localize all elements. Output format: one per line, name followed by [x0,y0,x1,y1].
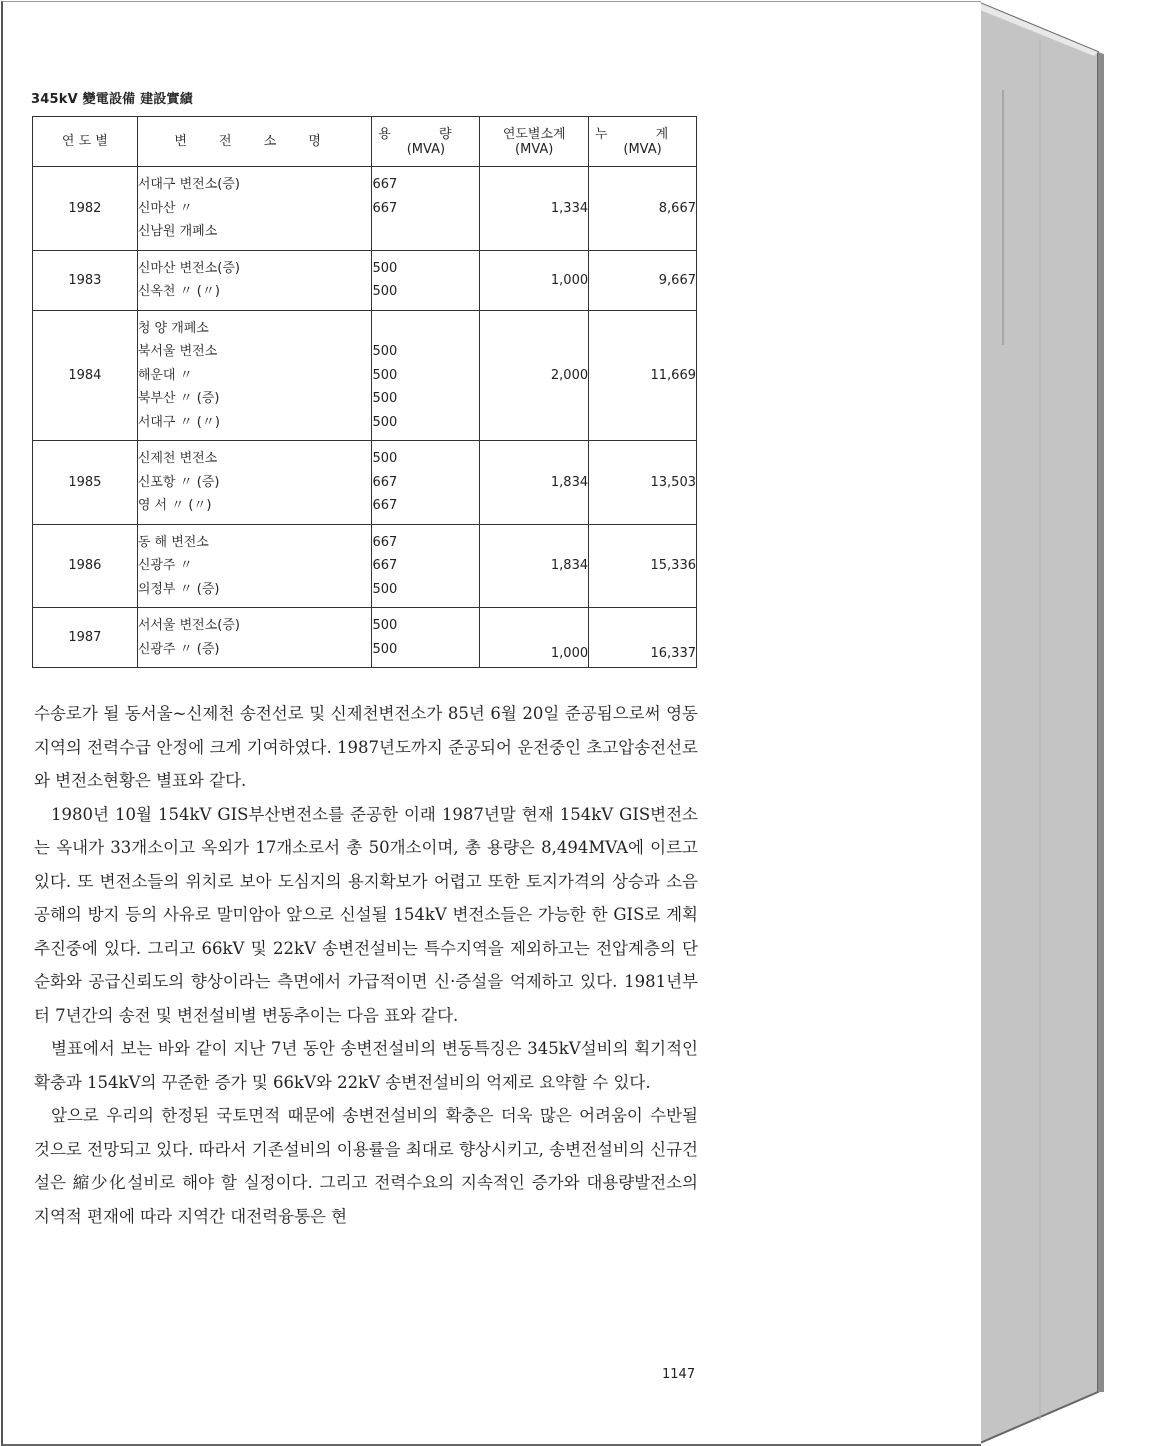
substation-name: 신마산 변전소(증) [137,260,240,276]
substation-name: 신남원 개폐소 [137,224,218,239]
header-capacity: 용 량 (MVA) [372,117,480,167]
cumulative-cell: 16,337 [589,608,697,668]
year-cell: 1986 [33,524,138,608]
page-number: 1147 [662,1367,696,1382]
capacity-value: 667 [372,558,398,573]
capacity-value: 500 [372,284,398,299]
substation-cell [137,310,372,441]
table-body [33,167,697,668]
subtotal-cell: 1,334 [480,167,589,251]
capacity-value: 500 [372,618,398,633]
capacity-value: 500 [372,641,398,657]
capacity-cell [372,310,480,441]
header-year: 연 도 별 [33,117,138,167]
substation-name: 북부산 〃 (증) [137,391,220,406]
substation-name: 해운대 〃 [137,367,193,383]
header-substation: 변 전 소 명 [137,117,372,167]
substation-name: 의정부 〃 (증) [137,581,220,597]
subtotal-cell: 2,000 [480,310,589,441]
cumulative-cell: 13,503 [589,441,697,525]
substation-name: 서서울 변전소(증) [137,618,240,633]
table-title: 345kV 變電設備 建設實績 [31,92,193,107]
table-row [33,167,697,251]
header-cumulative: 누 계 (MVA) [589,117,697,167]
cumulative-cell: 9,667 [589,250,697,310]
capacity-value: 500 [372,344,398,359]
substation-name: 신마산 〃 [137,200,193,216]
capacity-cell [372,167,480,251]
substation-name: 서대구 변전소(증) [137,177,240,192]
capacity-value: 667 [372,177,398,192]
substation-name: 신광주 〃 [137,558,193,573]
paragraph: 앞으로 우리의 한정된 국토면적 때문에 송변전설비의 확충은 더욱 많은 어려움이 수반될 것으로 전망되고 있다. 따라서 기존설비의 이용률을 최대로 향상시키고, 송변전설비의 신규건설은 縮少化설비로 해야 할 실정이다. 그리고 전력수요의 지속적인 증가와 대용량발전소의 지역적 편재에 따라 지역간 대전력융통은 현 [34,1106,698,1226]
substation-name: 청 양 개폐소 [137,320,209,336]
capacity-value: 667 [372,200,398,216]
subtotal-cell: 1,834 [480,524,589,608]
table-row [33,250,697,310]
substation-cell [137,167,372,251]
capacity-table [32,116,697,668]
capacity-value: 667 [372,474,398,490]
cumulative-cell: 15,336 [589,524,697,608]
substation-cell [137,250,372,310]
table-row [33,441,697,525]
paragraph: 1980년 10월 154kV GIS부산변전소를 준공한 이래 1987년말 현재 154kV GIS변전소는 옥내가 33개소이고 옥외가 17개소로서 총 50개소이며, 총 용량은 8,494MVA에 이르고 있다. 또 변전소들의 위치로 보아 도심지의 용지확보가 어렵고 또한 토지가격의 상승과 소음공해의 방지 등의 사유로 말미암아 앞으로 신설될 154kV 변전소들은 가능한 한 GIS로 계획 추진중에 있다. 그리고 66kV 및 22kV 송변전설비는 특수지역을 제외하고는 전압계층의 단순화와 공급신뢰도의 향상이라는 측면에서 가급적이면 신·증설을 억제하고 있다. 1981년부터 7년간의 송전 및 변전설비별 변동추이는 다음 표와 같다. [34,804,698,1025]
table-row [33,310,697,441]
capacity-value: 500 [372,414,398,430]
substation-cell [137,524,372,608]
substation-name: 신포항 〃 (증) [137,474,220,490]
capacity-cell [372,250,480,310]
capacity-value: 500 [372,581,398,597]
paragraph: 수송로가 될 동서울~신제천 송전선로 및 신제천변전소가 85년 6월 20일 준공됨으로써 영동지역의 전력수급 안정에 크게 기여하였다. 1987년도까지 준공되어 운전중인 초고압송전선로와 변전소현황은 별표와 같다. [34,704,698,790]
header-subtotal: 연도별소계 (MVA) [480,117,589,167]
substation-name: 신광주 〃 (증) [137,641,220,657]
capacity-value: 667 [372,498,398,513]
substation-name: 북서울 변전소 [137,344,218,359]
subtotal-cell: 1,000 [480,250,589,310]
substation-cell [137,441,372,525]
cumulative-cell: 11,669 [589,310,697,441]
table-row [33,608,697,668]
year-cell: 1983 [33,250,138,310]
capacity-value: 500 [372,367,398,383]
substation-name: 서대구 〃 (〃) [137,414,220,430]
table-row [33,524,697,608]
substation-name: 동 해 변전소 [137,534,209,550]
body-text [34,697,698,1233]
substation-name: 신옥천 〃 (〃) [137,284,220,299]
year-cell: 1982 [33,167,138,251]
paragraph: 별표에서 보는 바와 같이 지난 7년 동안 송변전설비의 변동특징은 345kV설비의 획기적인 확충과 154kV의 꾸준한 증가 및 66kV와 22kV 송변전설비의 억제로 요약할 수 있다. [34,1039,698,1092]
capacity-cell [372,524,480,608]
year-cell: 1987 [33,608,138,668]
substation-name: 신제천 변전소 [137,451,218,466]
table-header-row [33,117,697,167]
capacity-cell [372,441,480,525]
substation-cell [137,608,372,668]
capacity-value [372,220,479,244]
subtotal-cell: 1,834 [480,441,589,525]
capacity-cell [372,608,480,668]
capacity-value: 500 [372,451,398,466]
year-cell: 1985 [33,441,138,525]
capacity-value [372,317,479,341]
capacity-value: 667 [372,534,398,550]
capacity-value: 500 [372,260,398,276]
subtotal-cell: 1,000 [480,608,589,668]
capacity-value: 500 [372,391,398,406]
year-cell: 1984 [33,310,138,441]
cumulative-cell: 8,667 [589,167,697,251]
substation-name: 영 서 〃 (〃) [137,498,212,513]
